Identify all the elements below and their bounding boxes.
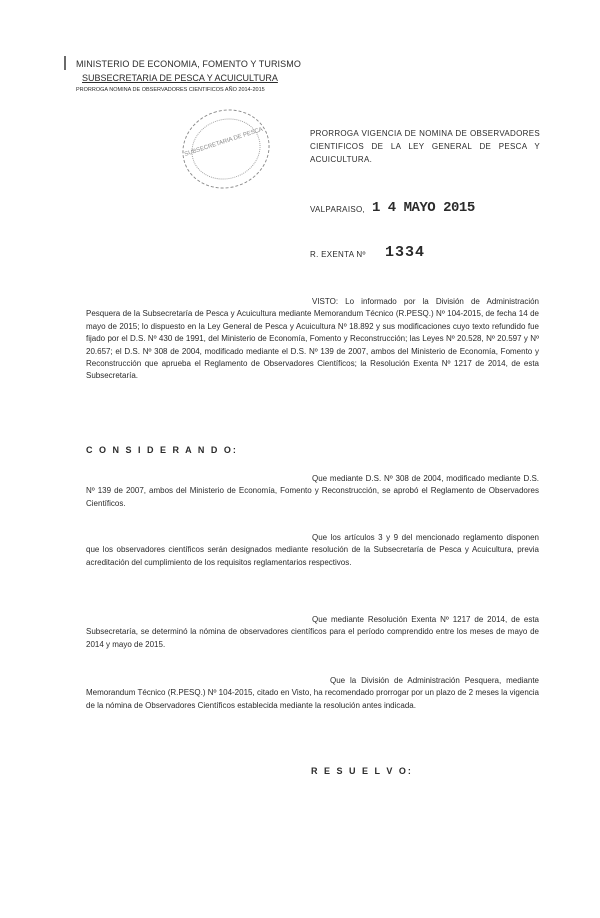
considerando-paragraph-3: Que mediante Resolución Exenta Nº 1217 de 2014, de esta Subsecretaría, se determinó la nómina de observadores científicos para el período comprendido entre los meses de mayo de 2014 y mayo de 2015. xyxy=(86,615,539,649)
exenta-number-stamp: 1334 xyxy=(385,244,426,261)
resolution-subject: PRORROGA VIGENCIA DE NOMINA DE OBSERVADORES CIENTIFICOS DE LA LEY GENERAL DE PESCA Y ACUICULTURA. xyxy=(310,129,540,164)
exenta-label: R. EXENTA Nº xyxy=(310,250,366,259)
considerando-paragraph-1: Que mediante D.S. Nº 308 de 2004, modificado mediante D.S. Nº 139 de 2007, ambos del Ministerio de Economía, Fomento y Reconstrucción, se aprobó el Reglamento de Observadores Científicos. xyxy=(86,474,539,508)
considerando-heading: C O N S I D E R A N D O: xyxy=(86,445,238,455)
subsecretaria-name: SUBSECRETARIA DE PESCA Y ACUICULTURA xyxy=(82,73,278,83)
city-label: VALPARAISO, xyxy=(310,205,366,214)
header-mark xyxy=(64,56,66,70)
seal-text: SUBSECRETARIA DE PESCA xyxy=(183,126,264,158)
considerando-paragraph-4: Que la División de Administración Pesquera, mediante Memorandum Técnico (R.PESQ.) Nº 104-2015, citado en Visto, ha recomendado prorrogar por un plazo de 2 meses la vigencia de la nómina de Observadores Científicos establecida mediante la resolución antes indicada. xyxy=(86,676,539,710)
date-stamp: 1 4 MAYO 2015 xyxy=(372,200,475,216)
document-reference: PRORROGA NOMINA DE OBSERVADORES CIENTIFICOS AÑO 2014-2015 xyxy=(76,87,265,93)
resuelvo-heading: R E S U E L V O: xyxy=(311,766,413,776)
ministry-name: MINISTERIO DE ECONOMIA, FOMENTO Y TURISMO xyxy=(76,59,301,69)
considerando-paragraph-2: Que los artículos 3 y 9 del mencionado reglamento disponen que los observadores científicos serán designados mediante resolución de la Subsecretaría de Pesca y Acuicultura, previa acreditación del cumplimiento de los requisitos reglamentarios respectivos. xyxy=(86,533,539,567)
official-seal-stamp xyxy=(172,98,280,199)
visto-paragraph: VISTO: Lo informado por la División de Administración Pesquera de la Subsecretaría de Pesca y Acuicultura mediante Memorandum Técnico (R.PESQ.) Nº 104-2015, de fecha 14 de mayo de 2015; lo dispuesto en la Ley General de Pesca y Acuicultura Nº 18.892 y sus modificaciones cuyo texto refundido fue fijado por el D.S. Nº 430 de 1991, del Ministerio de Economía, Fomento y Reconstrucción; las Leyes Nº 20.528, Nº 20.597 y Nº 20.657; el D.S. Nº 308 de 2004, modificado mediante el D.S. Nº 139 de 2007, ambos del Ministerio de Economía, Fomento y Reconstrucción que aprueba el Reglamento de Observadores Científicos; la Resolución Exenta Nº 1217 de 2014, de esta Subsecretaría. xyxy=(86,297,539,381)
